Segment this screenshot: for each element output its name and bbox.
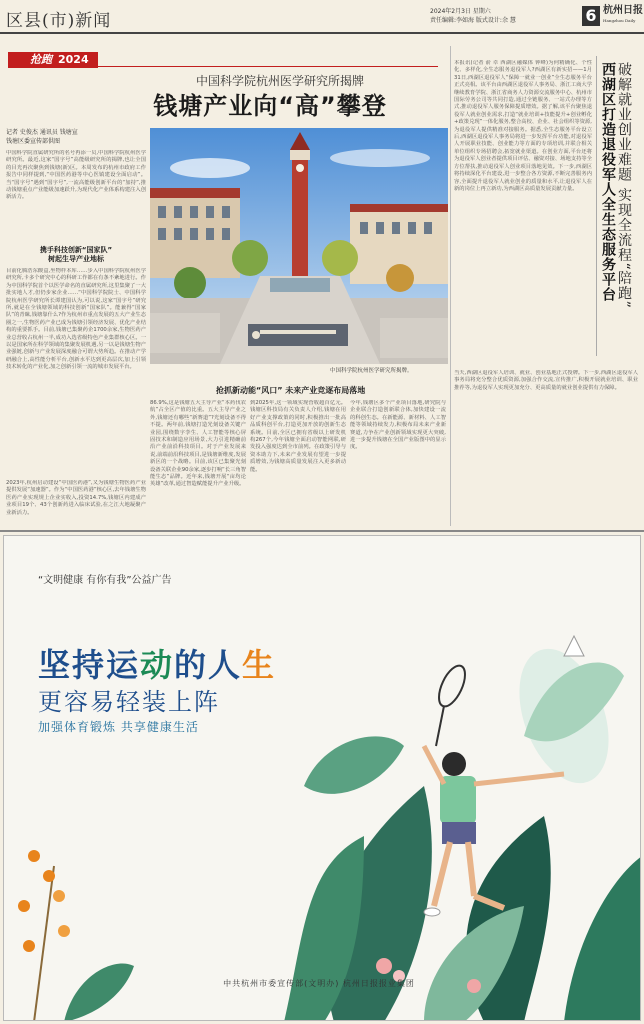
article-kicker: 中国科学院杭州医学研究所揭牌	[195, 74, 364, 88]
article-headline: 钱塘产业向“高”攀登	[153, 92, 387, 120]
ad-headline-part: 生	[242, 646, 277, 684]
right-article-headline: 西湖区打造退役军人全生态服务平台	[600, 62, 616, 302]
ad-headline-part: 动	[140, 646, 175, 684]
article-lead: 中国科学院直属研究所的名号再添一员,中国科学院杭州医学研究所。最近,这家“国字号”高能级研究所的揭牌,也让全国的目光再次聚焦到钱塘(新)区。本周发布的杭州市政府工作报告中同样提到,“中国医药港等中心医镇建设全面启动”。当“国字号”遇到“国字号”,一流高能级创新平台的“加持”,推动钱塘重点产业能级加速跃升,为现代化产业体系构建注入创新活力。	[6, 150, 146, 201]
column-banner: 抢跑	[8, 52, 98, 68]
logo-english: Hangzhou Daily	[603, 18, 636, 23]
ad-subheadline: 更容易轻装上阵	[38, 688, 220, 716]
section-subheadline: 抢抓新动能“风口” 未来产业竞逐布局落地	[216, 386, 366, 395]
column-divider	[450, 46, 451, 526]
ad-separator	[0, 530, 644, 532]
article-byline	[6, 128, 146, 146]
ad-illustration	[4, 536, 641, 1021]
ad-headline-part: 的人	[174, 646, 243, 684]
column-year: 2024	[58, 53, 89, 66]
byline-photo-credit: 钱塘区委宣传部供图	[6, 138, 61, 145]
right-article-kicker: 破解就业创业难题 实现全流程“陪跑”	[616, 62, 632, 309]
public-service-ad	[3, 535, 641, 1021]
ad-slogan: 加强体育锻炼 共享健康生活	[38, 720, 199, 734]
right-article-body: 本报讯(记者 俞 卓 西湖区融媒体 钟峰)为何精确化、个性化、多样化,全生态服务退役军人?西湖区有新实招——1月31日,西湖区退役军人“保障一就业一创业”全生态服务平台正式亮相。该平台由西湖区退役军人事务局、浙江工商大学继续教育学院、浙江省商务人力资源交流服务中心、杭州市国际劳务公司等共同打造,通过全链服务、一站式办理等方式,推动退役军人服务保障提质增效。据了解,该平台聚焦退役军人就业创业需求,打造“就业培训+技能提升+创业孵化+政策兑现”一体化服务,整合高校、企业、社会组织等资源,为退役军人提供精准对接服务。据悉,全生态服务平台设立后,西湖区退役军人事务局将进一步发挥平台功能,对退役军人开展职业技能、创业能力等方面的专项培训,并联合相关单位组织专场招聘会,拓宽就业渠道。在创业方面,平台还将为退役军人创业者提供项目评估、融资对接、场地支持等全方位帮扶,推动退役军人创业项目落地见效。下一步,西湖区将持续深化平台建设,进一步整合各方资源,不断完善服务内容,全面提升退役军人就业创业的质量和水平,让退役军人在新的岗位上再立新功,为西湖区高质量发展贡献力量。	[454, 60, 592, 192]
subhead-line-1: 携手科技创新“国家队”	[39, 246, 113, 254]
date-line	[430, 7, 580, 25]
article-paragraph: 2023年,杭州启动建设“中国医药港”,又为钱塘生物医药产业提供发展“加速器”。作为“中国医药港”核心区,去年钱塘生物医药产业实现规上企业实收入,投资14.7%,钱塘区内建成产业项目19个、43个创新药进入临床试验,在之江大地凝聚产业新活力。	[6, 480, 146, 516]
article-column: 86.9%,这是钱塘五大主导产业“本药伐农航”占全区产值的比重。五大主导产业之外,钱塘还有哪些“新赛道”?光刻设备不得不提。两年前,钱塘打造光刻设备关键产业园,围绕数字孪生、人工智能等核心屏固技术和制造应用场景,大力引进精确前沿产业前沿科技项目。对于产业发展来说,前端前沿科技项目,是钱塘新维度,发展新区的一个战略。目前,该区已集聚光刻设备关联企业90余家,逐步打响“长三角智能生态”品牌。近年来,钱塘开展“亩均论英雄”改革,通过智造赋能提升产业升级。	[150, 400, 246, 488]
article-photo	[150, 128, 448, 364]
article-column: 到2025年,这一领域实现营收超百亿元。钱塘区科技局有关负责人介绍,钱塘在用好产业支撑政策的同时,积极推出一批高品质科创平台,打造更加开放的创新生态系统。目前,全区已拥有省级以上研发机构267个,今年钱塘全面启动智能网联,研发投入强度达到全市前列。在政策引导与资本助力下,未来产业发展有望进一步提质增效,为钱塘高质量发展注入更多新动能。	[250, 400, 346, 473]
article-subhead	[6, 246, 146, 264]
subhead-line-2: 树起生导产业地标	[48, 255, 104, 263]
ad-sponsor: 中共杭州市委宣传部(文明办) 杭州日报报业集团	[223, 979, 415, 988]
ad-headline-part: 坚持运	[38, 646, 141, 684]
photo-caption: 中国科学院杭州医学研究所揭牌。	[330, 368, 413, 374]
right-article-body-continued: 当天,西湖区退役军人培训、就业、创业基地正式授牌。下一步,西湖区退役军人事务局将充分整合优质资源,加强合作交流,宣传推广,积极开展就业培训、职业推荐等,为退役军人实现更加充分、更高质量的就业创业提供有力保障。	[454, 370, 638, 391]
editors-text: 责任编辑:李如海 版式设计:余 慧	[430, 17, 516, 24]
byline-reporters: 记者 史俊杰 通讯员 钱塘宣	[6, 129, 78, 136]
title-divider	[596, 56, 597, 356]
article-paragraph: 目前化腾浩东酸盒,坐物样本库……步入中国科学院杭州医学研究所,卡多个研究中心的科研工作都在有条不紊地进行。作为中国科学院首个以医学命名的直属研究所,这里集聚了一大批实地人才,但仍步家企业……“中国科学院院士、中国科学院杭州医学研究所长谭建国认为,可以说,这家“国字号”研究所,就是在全钱塘领域的科技创新“国家队”。能兼得“国家队”的青睐,钱塘靠什么?作为杭州市重点发展的五大产业生态圈之一,生物医药产业已成为钱塘引领经济发展、优化产业结构的重要抓手。目前,钱塘已集聚药企1700余家,生物医药产业总营收占杭州一半,成功入选省级特色产业集群核心区。一以是国家所在科学领域的集聚发展机遇,另一以是钱塘生物产业强链,创新与产业发展深度融合可谓大势所趋。在推动产学研融合上,高性能分析平台,创新水平达到更高层次,加上引领技术转化的产业化,加之创新引领一流的城市发展平台。	[6, 268, 146, 371]
ad-tagline: “文明健康 有你有我”公益广告	[38, 575, 172, 586]
campus-photo-illustration	[150, 128, 448, 364]
page-number: 6	[582, 6, 600, 26]
article-column: 今年,钱塘区多个产业项目落地,研究院与企业联合打造创新联合体,加快建设一流的科创生态。在新能源、新材料、人工智能等领域持续发力,积极布局未来产业新赛道,力争在产业创新领域实现更大突破,进一步提升钱塘在全国产业版图中的显示度。	[350, 400, 446, 451]
section-title: 区县(市)新闻	[6, 11, 112, 31]
ad-headline	[38, 640, 276, 686]
date-text: 2024年2月3日 星期六	[430, 8, 491, 15]
logo-text: 杭州日报	[603, 5, 643, 16]
newspaper-logo	[603, 6, 643, 26]
